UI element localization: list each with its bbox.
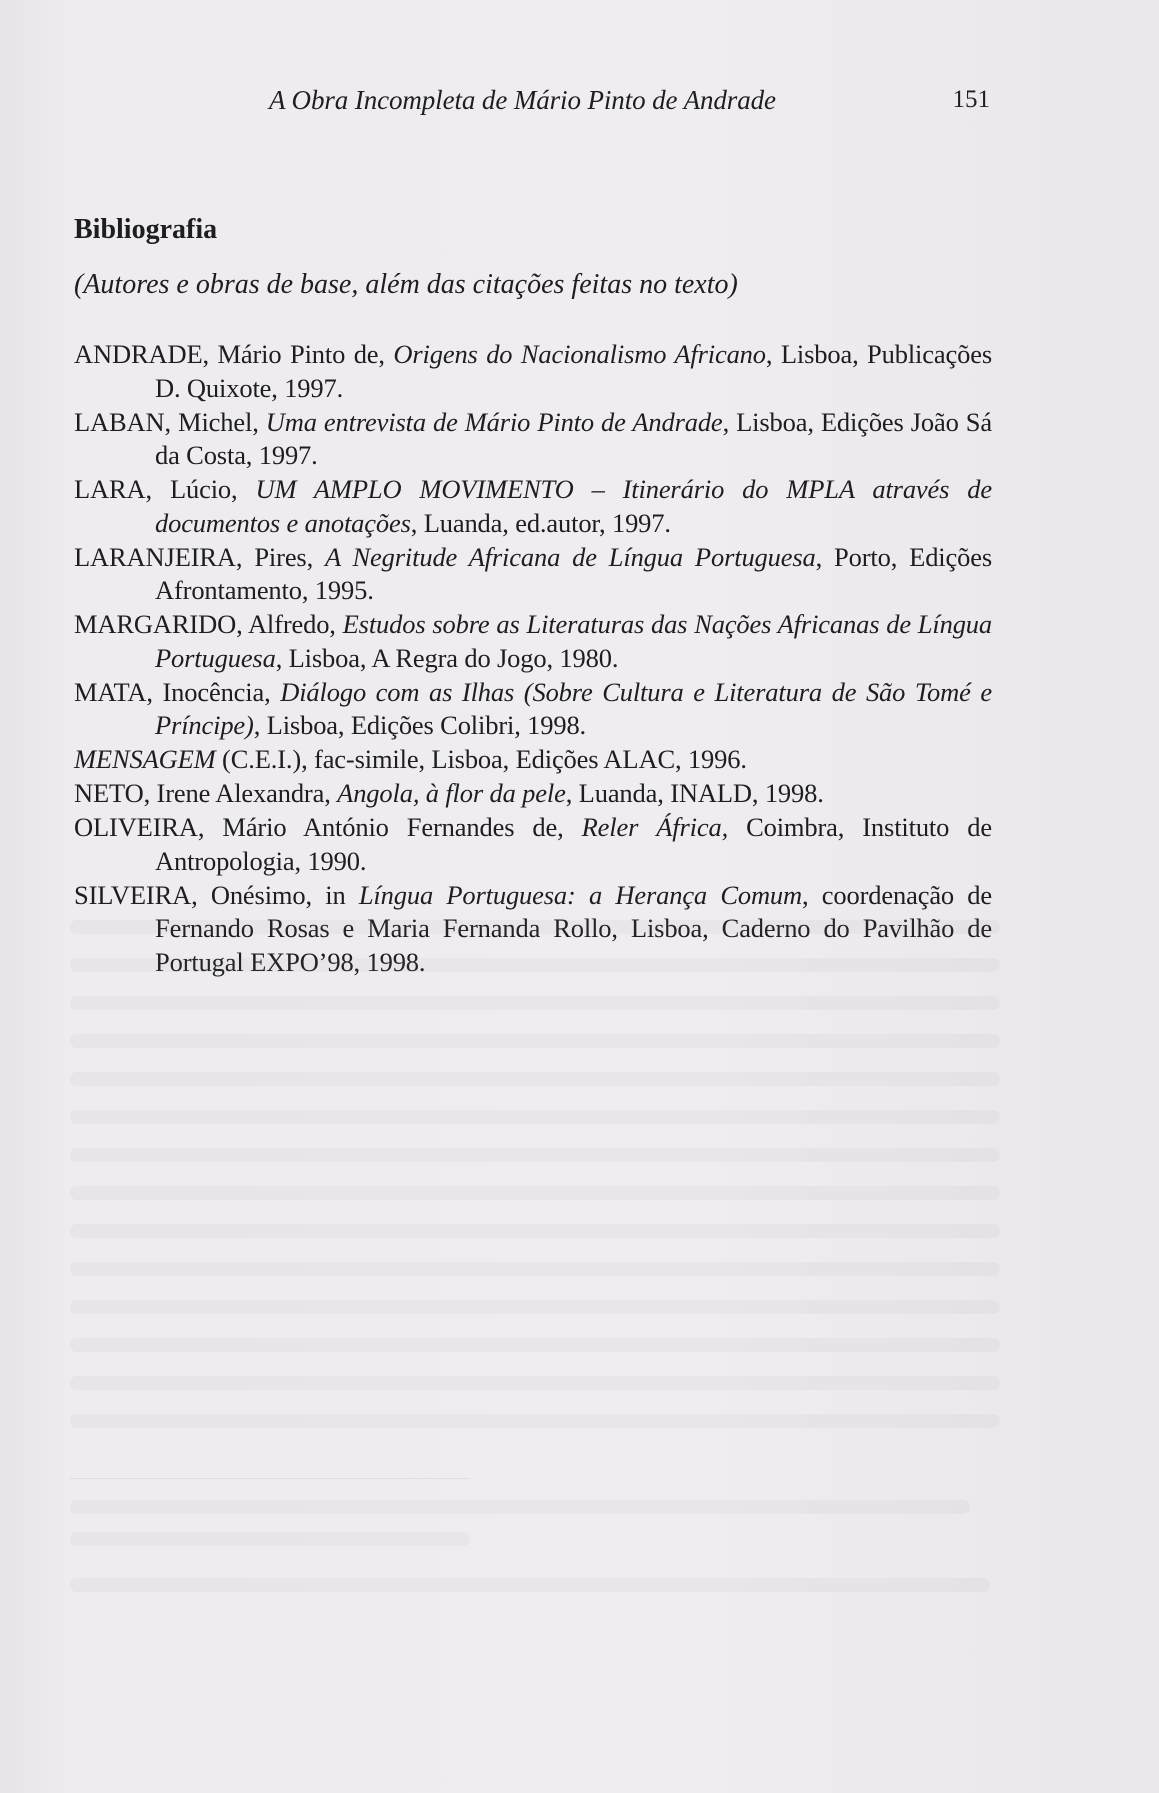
entry-work-title: Angola, à flor da pele (337, 778, 566, 808)
section-title: Bibliografia (74, 214, 218, 245)
entry-work-title: Língua Portuguesa: a Herança Comum (358, 879, 803, 910)
running-title: A Obra Incompleta de Mário Pinto de Andrade (269, 85, 776, 115)
entry-author: OLIVEIRA, Mário António Fernandes de, (74, 812, 582, 842)
entry-work-title: Origens do Nacionalismo Africano (393, 339, 766, 369)
section-subtitle: (Autores e obras de base, além das citações feitas no texto) (74, 269, 738, 300)
entry-author: LARA, Lúcio, (74, 474, 256, 504)
entry-details: , Porto, Edições Afrontamento, 1995. (155, 541, 992, 605)
page-number: 151 (952, 86, 990, 113)
entry-details: , Lisboa, Publicações D. Quixote, 1997. (155, 339, 992, 403)
bibliography-entry (74, 777, 992, 811)
bibliography-entry (74, 811, 992, 878)
entry-author: NETO, Irene Alexandra, (74, 778, 338, 808)
bibliography-entry (74, 406, 992, 473)
entry-details: (C.E.I.), fac-simile, Lisboa, Edições ALAC, 1996. (215, 744, 747, 774)
entry-details: , Luanda, INALD, 1998. (565, 778, 824, 808)
entry-author: LARANJEIRA, Pires, (74, 541, 326, 572)
bibliography-entry (74, 608, 992, 675)
bibliography-entry (74, 338, 992, 405)
entry-work-title: UM AMPLO MOVIMENTO – Itinerário do MPLA através de documentos e anotações (155, 474, 992, 538)
bibliography-entry (74, 541, 992, 608)
entry-details: , Lisboa, A Regra do Jogo, 1980. (275, 642, 619, 673)
entry-author: MARGARIDO, Alfredo, (74, 609, 343, 639)
bibliography-entry (74, 473, 992, 540)
entry-work-title: Estudos sobre as Literaturas das Nações Africanas de Língua Portuguesa (155, 609, 993, 673)
bibliography-entry (74, 676, 992, 743)
entry-author: MATA, Inocência, (74, 676, 281, 707)
bibliography-entry (74, 743, 992, 777)
entry-work-title: MENSAGEM (74, 744, 216, 774)
entry-author: LABAN, Michel, (74, 406, 266, 437)
bibliography-list (74, 338, 992, 980)
entry-work-title: A Negritude Africana de Língua Portuguesa (325, 541, 816, 572)
entry-author: ANDRADE, Mário Pinto de, (74, 339, 394, 369)
entry-details: , coordenação de Fernando Rosas e Maria Fernanda Rollo, Lisboa, Caderno do Pavilhão de Portugal EXPO’98, 1998. (155, 879, 993, 977)
entry-author: SILVEIRA, Onésimo, in (74, 879, 359, 910)
entry-details: Coimbra, Instituto de Antropologia, 1990. (155, 812, 992, 876)
entry-work-title: Diálogo com as Ilhas (Sobre Cultura e Literatura de São Tomé e Príncipe) (155, 676, 993, 740)
entry-work-title: Uma entrevista de Mário Pinto de Andrade (265, 406, 723, 437)
page-header (74, 80, 990, 120)
entry-details: , Luanda, ed.autor, 1997. (410, 507, 671, 538)
entry-details: , Lisboa, Edições João Sá da Costa, 1997. (155, 406, 992, 470)
entry-work-title: Reler África, (581, 812, 729, 842)
entry-details: , Lisboa, Edições Colibri, 1998. (253, 710, 587, 740)
